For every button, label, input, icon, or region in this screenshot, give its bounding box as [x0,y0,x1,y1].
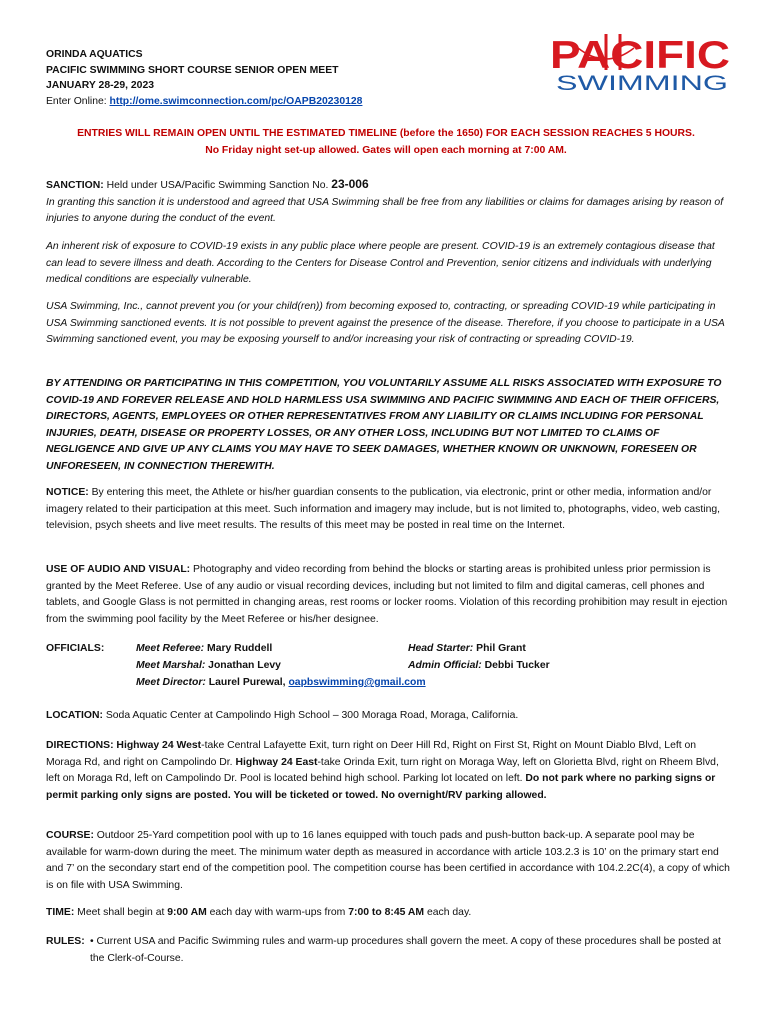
directions-label: DIRECTIONS: [46,740,114,751]
org-name: ORINDA AQUATICS [46,49,143,60]
meet-title: PACIFIC SWIMMING SHORT COURSE SENIOR OPEN MEET [46,64,339,76]
notice-label: NOTICE: [46,487,89,498]
location-label: LOCATION: [46,710,103,721]
location-section [46,708,730,725]
notice-text: By entering this meet, the Athlete or his/her guardian consents to the publication, via electronic, print or other media, information and/or imagery related to their participation at this meet. Such information and imagery may include, but is not limited to, photographs, video, web casting, television, psych sheets and live meet results. The results of this meet may be posted in real time on the Internet. [46,487,721,531]
referee-role: Meet Referee: [136,643,205,654]
covid-paragraph-2: USA Swimming, Inc., cannot prevent you (or your child(ren)) from becoming exposed to, contracting, or spreading COVID-19 while participating in USA Swimming sanctioned events. It is not possible to prevent against the presence of the disease. Therefore, if you choose to participate in a USA Swimming sanctioned event, you may be exposing yourself to and/or increasing your risk of contracting or spreading COVID-19. [46,301,725,345]
rules-label: RULES: [46,936,85,947]
sanction-liability: In granting this sanction it is understood and agreed that USA Swimming shall be free from any liabilities or claims for damages arising by reason of injuries to anyone during the conduct of the event. [46,196,724,224]
location-text: Soda Aquatic Center at Campolindo High School – 300 Moraga Road, Moraga, California. [102,710,519,721]
admin-role: Admin Official: [408,660,482,671]
audio-visual-section [46,562,730,628]
time-text-2: each day with warm-ups from [206,907,349,918]
audio-label: USE OF AUDIO AND VISUAL: [46,564,191,575]
audio-text: Photography and video recording from behind the blocks or starting areas is prohibited unless prior permission is granted by the Meet Referee. Use of any audio or visual recording devices, including but not limited to film and digital cameras, cell phones and tablets, and Google Glass is not permitted in changing areas, rest rooms or locker rooms. Violation of this recording prohibition may result in ejection from the swimming pool facility by the Meet Referee or his/her designee. [46,564,728,625]
course-text: Outdoor 25-Yard competition pool with up to 16 lanes equipped with touch pads and push-button back-up. A separate pool may be available for warm-down during the meet. The minimum water depth as measured in accordance with article 103.2.3 is 10’ on the primary start end and 7’ on the secondary start end of the competition pool. The competition course has been certified in accordance with 104.2.2C(4), a copy of which is on file with USA Swimming. [46,830,730,891]
rules-text: • Current USA and Pacific Swimming rules and warm-up procedures shall govern the meet. A copy of these procedures shall be posted at the Clerk-of-Course. [90,936,721,964]
enter-online-line [46,94,362,110]
directions-east-text: -take Orinda Exit, turn right on Moraga Way, left on Glorietta Blvd, right on Rheem Blvd, left on Moraga Rd, left on Campolindo Dr. Pool is located behind high school. Parking lot located on left. [46,756,719,784]
director-role: Meet Director: [136,677,206,688]
course-section [46,828,730,894]
sanction-line [46,176,730,195]
meet-dates: JANUARY 28-29, 2023 [46,80,155,91]
sanction-label: SANCTION: [46,180,104,191]
officials-label: OFFICIALS: [46,643,105,654]
notice-section [46,485,730,535]
marshal-role: Meet Marshal: [136,660,206,671]
course-label: COURSE: [46,830,94,841]
pacific-swimming-logo [548,30,732,92]
meet-referee [136,641,426,658]
officials-section [46,641,730,693]
marshal-name: Jonathan Levy [205,660,281,671]
enter-online-link[interactable]: http://ome.swimconnection.com/pc/OAPB20230128 [109,95,363,107]
sanction-number: 23-006 [331,177,369,191]
referee-name: Mary Ruddell [204,643,273,654]
time-text-3: each day. [424,907,472,918]
time-label: TIME: [46,907,75,918]
head-starter [408,641,550,658]
entries-notice-line2: No Friday night set-up allowed. Gates will open each morning at 7:00 AM. [205,144,567,156]
meet-marshal [136,658,426,675]
admin-official [408,658,550,675]
sanction-text: Held under USA/Pacific Swimming Sanction No. [103,180,332,191]
parking-warning: Do not park where no parking signs or permit parking only signs are posted. You will be ticketed or towed. No overnight/RV parking allowed. [46,773,716,801]
time-text-1: Meet shall begin at [74,907,168,918]
covid-waiver: BY ATTENDING OR PARTICIPATING IN THIS COMPETITION, YOU VOLUNTARILY ASSUME ALL RISKS ASSOCIATED WITH EXPOSURE TO COVID-19 AND FOREVER RELEASE AND HOLD HARMLESS USA SWIMMING AND PACIFIC SWIMMING AND EACH OF THEIR OFFICERS, DIRECTORS, AGENTS, EMPLOYEES OR OTHER REPRESENTATIVES FROM ANY LIABILITY OR CLAIMS INCLUDING FOR PERSONAL INJURIES, DEATH, DISEASE OR PROPERTY LOSSES, OR ANY OTHER LOSS, INCLUDING BUT NOT LIMITED TO CLAIMS OF NEGLIGENCE AND GIVE UP ANY CLAIMS YOU MAY HAVE TO SEEK DAMAGES, WHETHER KNOWN OR UNKNOWN, FORESEEN OR UNFORESEEN, IN CONNECTION THEREWITH. [46,378,722,472]
logo-line2: SWIMMING [556,72,728,92]
warmup-time: 7:00 to 8:45 AM [348,907,425,918]
officials-left-column [136,641,426,692]
director-name: Laurel Purewal, [205,677,289,688]
entries-notice-line1: ENTRIES WILL REMAIN OPEN UNTIL THE ESTIMATED TIMELINE (before the 1650) FOR EACH SESSION REACHES 5 HOURS. [77,128,695,139]
sanction-section [46,176,730,228]
directions-hw-west: Highway 24 West [113,740,202,751]
entries-notice [46,126,726,159]
logo-line1: PACIFIC [550,34,730,77]
start-time: 9:00 AM [167,907,207,918]
starter-role: Head Starter: [408,643,474,654]
directions-west-text: -take Central Lafayette Exit, turn right on Deer Hill Rd, Right on First St, Right on Mount Diablo Blvd, Left on Moraga Rd, and right on Campolindo Dr. [46,740,697,768]
directions-section [46,738,730,804]
meet-director [136,675,426,692]
meet-header [46,47,362,109]
directions-hw-east: Highway 24 East [235,756,318,768]
time-section [46,905,730,922]
officials-right-column [408,641,550,675]
enter-online-label: Enter Online: [46,95,110,107]
director-email-link[interactable]: oapbswimming@gmail.com [288,677,426,688]
admin-name: Debbi Tucker [481,660,550,671]
covid-paragraph-1: An inherent risk of exposure to COVID-19 exists in any public place where people are present. COVID-19 is an extremely contagious disease that can lead to severe illness and death. According to the Centers for Disease Control and Prevention, senior citizens and individuals with underlying medical conditions are especially vulnerable. [46,241,715,285]
starter-name: Phil Grant [473,643,526,654]
